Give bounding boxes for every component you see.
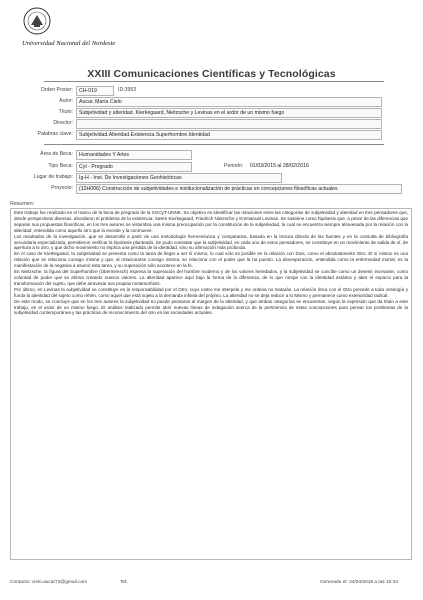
- autor-label: Autor:: [59, 98, 73, 104]
- field-area-beca: [0, 151, 423, 161]
- orden-poster-value: CH-019: [76, 86, 114, 96]
- resumen-paragraph: Este trabajo fue realizado en el marco de la beca de pregrado de la SGCyT-UNNE. Su objetivo es identificar las relaciones entre las categorías de subjetividad y alteridad en tres pensadores que, desde perspectivas diversas, abordaron el problema de la existencia: Søren Kierkegaard, Friedrich Nietzsche y Emmanuel Levinas. Se sostiene como hipótesis que, a pesar de las diferencias que separan sus propuestas filosóficas, en los tres autores se vislumbra una misma preocupación por la constitución de la subjetividad, la cual se encuentra siempre atravesada por la relación con la alteridad, entendida como aquello otro que la excede y la conmueve.: [14, 210, 408, 233]
- titulo-value: Subjetividad y alteridad. Kierkegaard, Nietzsche y Levinas en el ardor de un mismo fuego: [76, 108, 382, 118]
- orden-poster-label: Orden Poster:: [40, 87, 73, 93]
- field-lugar-trabajo: [0, 174, 423, 184]
- lugar-trabajo-value: Ig-H - Inst. De Investigaciones Geohistóricas: [76, 173, 282, 183]
- lugar-trabajo-label: Lugar de trabajo:: [33, 174, 73, 180]
- resumen-paragraph: Por último, en Levinas la subjetividad se constituye en la responsabilidad por el Otro, cuyo rostro me interpela y me ordena no matarás. La relación ética con el Otro precede a toda ontología y funda la identidad del sujeto como rehén, como aquel que está sujeto a la demanda infinita del prójimo. La alteridad no se deja reducir a lo Mismo y permanece como exterioridad radical.: [14, 286, 408, 298]
- autor-value: Aucar, María Cielo: [76, 97, 382, 107]
- area-beca-label: Área de Beca:: [40, 151, 73, 157]
- section-divider: [44, 144, 384, 145]
- resumen-paragraph: De este modo, se concluye que en los tres autores la subjetividad no puede pensarse al margen de la alteridad, y que ambas categorías se encuentran, según la expresión que da título a este trabajo, en el ardor de un mismo fuego. El análisis realizado permite abrir nuevas líneas de indagación acerca de la pertinencia de estas concepciones para pensar los problemas de la subjetividad contemporánea y las prácticas de reconocimiento del otro en las sociedades actuales.: [14, 298, 408, 316]
- resumen-label: Resumen:: [10, 201, 35, 207]
- footer-generated: Generado el: 24/04/2018 a las 15:34: [320, 580, 398, 585]
- resumen-paragraph: Los resultados de la investigación, que se desarrolló a partir de una metodología hermenéutica y comparativa, basada en la lectura directa de las fuentes y en la consulta de bibliografía secundaria especializada, permitieron verificar la hipótesis planteada. Se pudo constatar que la subjetividad, en cada uno de estos pensadores, se constituye en un movimiento de salida de sí, de apertura a lo otro, y que dicho movimiento no implica una pérdida de la identidad, sino su afirmación más profunda.: [14, 233, 408, 251]
- area-beca-value: Humanidades Y Artes: [76, 150, 192, 160]
- tipo-beca-label: Tipo Beca:: [48, 163, 73, 169]
- footer-tel: Tel:: [120, 580, 128, 585]
- field-tipo-beca: [0, 163, 423, 173]
- title-divider: [44, 81, 384, 82]
- page-title: XXIII Comunicaciones Científicas y Tecnológicas: [87, 68, 336, 80]
- field-director: [0, 120, 423, 130]
- orden-poster-id: ID:3953: [118, 87, 137, 93]
- director-value: [76, 119, 382, 129]
- field-proyecto: [0, 185, 423, 195]
- field-titulo: [0, 109, 423, 119]
- periodo-label: Periodo:: [224, 163, 244, 169]
- palabras-clave-value: Subjetividad.Alteridad.Existencia.Superhombre.Identidad: [76, 130, 382, 140]
- university-seal-icon: [22, 6, 52, 36]
- periodo-value: 01/03/2015 al 28/02/2016: [250, 163, 309, 169]
- titulo-label: Título:: [58, 109, 73, 115]
- resumen-box: [10, 208, 412, 560]
- field-orden-poster: [0, 87, 423, 97]
- footer-contact: Contacto: cielo.aucar73@gmail.com: [10, 580, 88, 585]
- tipo-beca-value: Cyt - Pregrado: [76, 162, 192, 172]
- university-name: Universidad Nacional del Nordeste: [22, 40, 116, 47]
- resumen-paragraph: En Nietzsche, la figura del Superhombre (Übermensch) expresa la superación del hombre moderno y de los valores heredados, y la subjetividad se concibe como un devenir incesante, como voluntad de poder que se afirma creando nuevos valores. La alteridad aparece aquí bajo la forma de la diferencia, de lo que rompe con la identidad estática y abre el espacio para la transformación del sujeto, que debe atravesar sus propias metamorfosis.: [14, 269, 408, 286]
- palabras-clave-label: Palabras clave:: [37, 131, 73, 137]
- field-autor: [0, 98, 423, 108]
- proyecto-label: Proyecto:: [51, 185, 73, 191]
- proyecto-value: (12H006) Construcción de subjetividades e institucionalización de prácticas en concepciones filosóficas actuales: [76, 184, 402, 194]
- field-palabras-clave: [0, 131, 423, 141]
- director-label: Director:: [53, 120, 73, 126]
- resumen-paragraph: En el caso de Kierkegaard, la subjetividad se presenta como la tarea de llegar a ser sí mismo, lo cual sólo es posible en la relación con Dios, como el absolutamente Otro. El sí mismo es una relación que se relaciona consigo misma y que, al relacionarse consigo misma, se relaciona con el poder que la ha puesto. La desesperación, entendida como la enfermedad mortal, es la manifestación de la negativa a asumir esta tarea, y su superación sólo acontece en la fe.: [14, 251, 408, 269]
